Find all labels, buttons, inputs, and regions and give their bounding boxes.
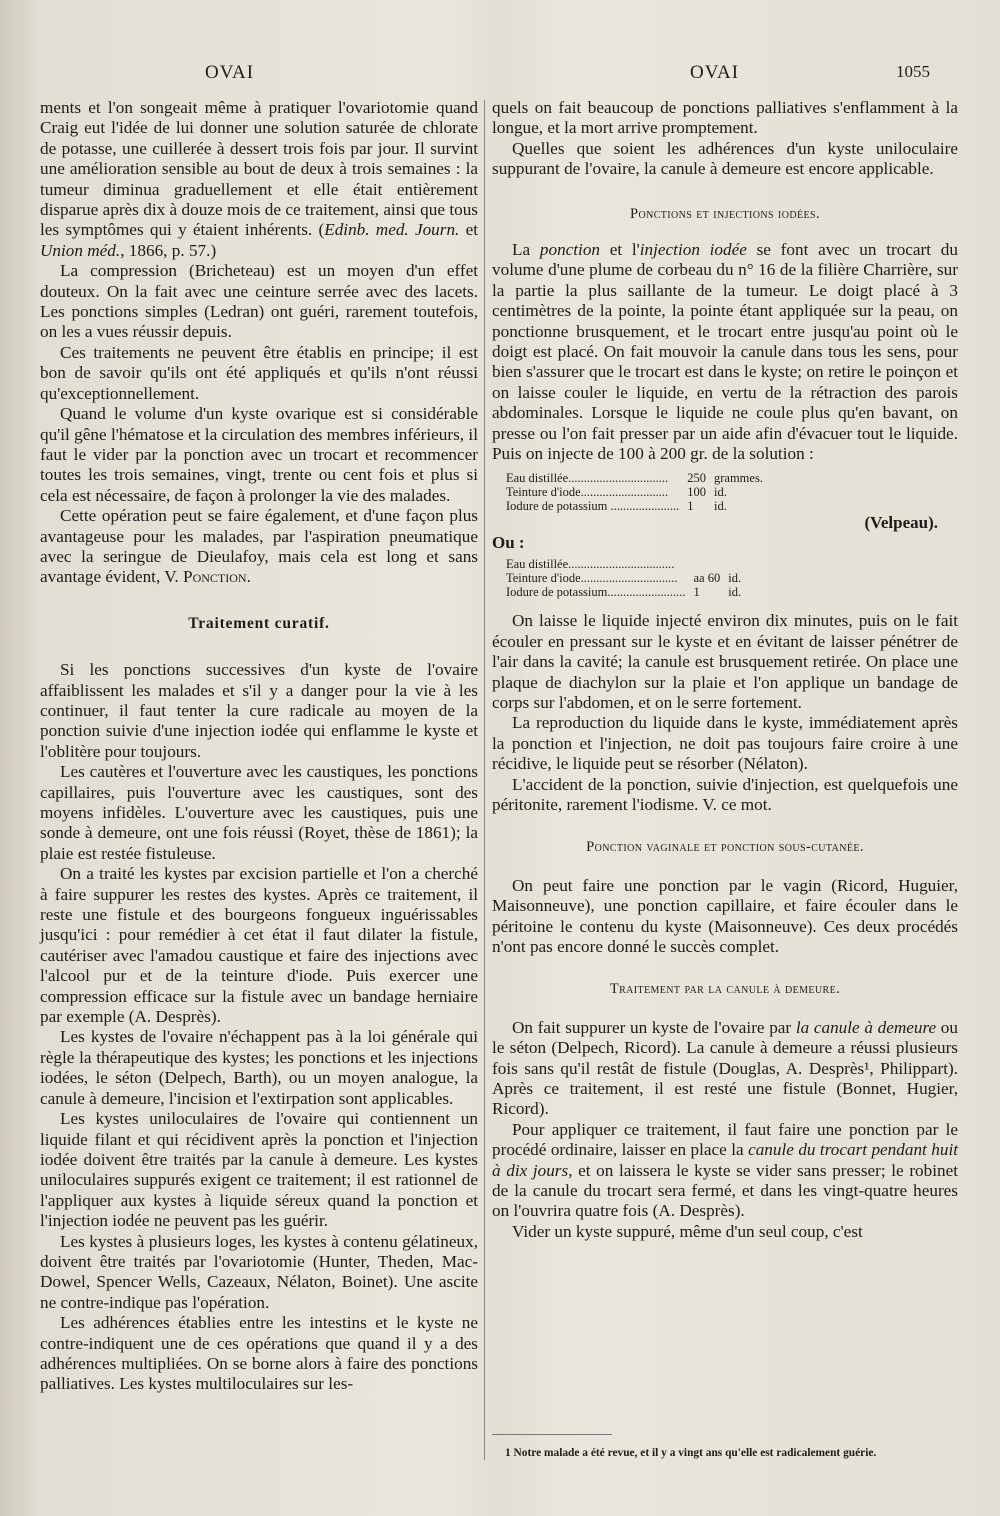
paragraph: Les kystes à plusieurs loges, les kystes à contenu gélatineux, doivent être traités par l'ovariotomie (Hunter, Theden, Mac-Dowel, Spencer Wells, Cazeaux, Nélaton, Boinet). Une ascite ne contre-indique pas l'opération. <box>40 1231 478 1312</box>
recipe-row: Iodure de potassium......................... 1 id. <box>506 585 742 600</box>
paragraph: quels on fait beaucoup de ponctions palliatives s'enflamment à la longue, et la mort arrive promptement. <box>492 98 958 138</box>
paragraph: La ponction et l'injection iodée se font avec un trocart du volume d'une plume de corbeau du n° 16 de la filière Charrière, sur la partie la plus saillante de la tumeur. Le doigt placé à 3 centimètres de la pointe, la pointe étant appliquée sur la peau, on ponctionne brusquement, et le trocart entre jusqu'au point où le doigt est placé. On fait mouvoir la canule dans tous les sens, pour bien s'assurer que le trocart est dans le kyste; on retire le poinçon et on laisse couler le liquide, en vertu de la rétraction des parois abdominales. Lorsque le liquide ne coule plus qu'en bavant, on presse ou l'on fait presser par un aide afin d'évacuer tout le liquide. Puis on injecte de 100 à 200 gr. de la solution : <box>492 240 958 464</box>
recipe-table-1 <box>502 471 767 513</box>
paragraph: On laisse le liquide injecté environ dix minutes, puis on le fait écouler en pressant sur le kyste et en évitant de laisser pénétrer de l'air dans la cavité; la canule est brusquement retirée. On place une plaque de diachylon sur la plaie et l'on applique un bandage de corps sur l'abdomen, et on le serre fortement. <box>492 611 958 712</box>
paragraph: Si les ponctions successives d'un kyste de l'ovaire affaiblissent les malades et s'il y a danger pour la vie à les continuer, il faut tenter la cure radicale au moyen de la ponction suivie d'une injection iodée qui enflamme le kyste et l'oblitère pour toujours. <box>40 660 478 761</box>
recipe-row: Eau distillée................................ 250 grammes. <box>506 470 763 485</box>
paragraph: Vider un kyste suppuré, même d'un seul coup, c'est <box>512 1221 863 1241</box>
paragraph: Cette opération peut se faire également, et d'une façon plus avantageuse pour les malades, par l'aspiration pneumatique avec la seringue de Dieulafoy, mais cela est long et sans avantage évident, V. Ponction. <box>40 506 478 587</box>
recipe-row: Eau distillée.................................. <box>506 557 675 572</box>
section-heading-canule-a-demeure: Traitement par la canule à demeure. <box>609 981 841 998</box>
paragraph: Pour appliquer ce traitement, il faut faire une ponction par le procédé ordinaire, laisser en place la canule du trocart pendant huit à dix jours, et on laissera le kyste se vider sans presser; le robinet de la canule du trocart sera fermé, et dans les vingt-quatre heures on l'ouvrira quatre fois (A. Desprès). <box>492 1119 959 1221</box>
left-column <box>40 98 478 1395</box>
footnote-rule <box>492 1434 612 1435</box>
paragraph: Les kystes de l'ovaire n'échappent pas à la loi générale qui règle la thérapeutique des kystes; les ponctions et les injections iodées, le séton (Delpech, Barth), ou un moyen analogue, la canule à demeure, l'incision et l'extirpation sont applicables. <box>40 1027 478 1108</box>
page-number: 1055 <box>896 62 930 81</box>
paragraph: ments et l'on songeait même à pratiquer l'ovariotomie quand Craig eut l'idée de lui donner une solution saturée de chlorate de potasse, une cuillerée à dessert trois fois par jour. Il survint une amélioration sensible au bout de deux à trois semaines : la tumeur diminua graduellement et elle était entièrement disparue après dix à douze mois de ce traitement, ainsi que tous les symptômes qui y étaient inhérents. (Edinb. med. Journ. et Union méd., 1866, p. 57.) <box>40 98 478 260</box>
right-column <box>492 98 958 1242</box>
paragraph: Quelles que soient les adhérences d'un kyste uniloculaire suppurant de l'ovaire, la canule à demeure est encore applicable. <box>492 138 958 179</box>
paragraph: Les kystes uniloculaires de l'ovaire qui contiennent un liquide filant et qui récidivent après la ponction et l'injection iodée doivent être traités par la canule à demeure. Les kystes uniloculaires suppurés exigent ce traitement; il est rationnel de l'appliquer aux kystes à liquide séreux quand la ponction et l'injection iodée ne peuvent pas les guérir. <box>40 1109 478 1231</box>
right-running-header: OVAI <box>690 62 740 83</box>
recipe-table-2 <box>502 557 745 599</box>
recipe-row: Teinture d'iode............................... aa 60 id. <box>506 571 742 586</box>
paragraph: Les cautères et l'ouverture avec les caustiques, les ponctions capillaires, puis l'ouverture avec les caustiques, sont des moyens infidèles. L'ouverture avec les caustiques, puis une sonde à demeure, ont une fois réussi (Royet, thèse de 1861); la plaie est restée fistuleuse. <box>40 762 478 863</box>
left-running-header: OVAI <box>205 62 255 83</box>
paragraph: Quand le volume d'un kyste ovarique est si considérable qu'il gêne l'hématose et la circulation des membres inférieurs, il faut le vider par la ponction avec un trocart et recommencer toutes les trois semaines, vingt, trente ou cent fois et plus si cela est nécessaire, de façon à prolonger la vie des malades. <box>40 404 478 505</box>
paragraph: La reproduction du liquide dans le kyste, immédiatement après la ponction et l'injection, ne doit pas toujours faire croire à une récidive, le liquide peut se résorber (Nélaton). <box>492 713 958 774</box>
paragraph: La compression (Bricheteau) est un moyen d'un effet douteux. On la fait avec une ceinture serrée avec des lacets. Les ponctions simples (Ledran) ont guéri, rarement toutefois, on les a vues réussir depuis. <box>40 261 478 342</box>
column-divider <box>484 100 485 1460</box>
paragraph: Les adhérences établies entre les intestins et le kyste ne contre-indiquent une de ces opérations que quand il y a des adhérences multipliées. On se borne alors à faire des ponctions palliatives. Les kystes multiloculaires sur les- <box>40 1313 478 1394</box>
paragraph: On peut faire une ponction par le vagin (Ricord, Huguier, Maisonneuve), une ponction capillaire, et faire écouler dans le péritoine le contenu du kyste (Maisonneuve). Ces deux procédés n'ont pas encore donné le succès complet. <box>492 875 958 956</box>
paragraph: L'accident de la ponction, suivie d'injection, est quelquefois une péritonite, rarement l'iodisme. V. ce mot. <box>492 774 958 814</box>
recipe-row: Teinture d'iode............................ 100 id. <box>506 484 727 499</box>
paragraph: On fait suppurer un kyste de l'ovaire par la canule à demeure ou le séton (Delpech, Ricord). La canule à demeure a réussi plusieurs fois sans qu'il restât de fistule (Douglas, A. Desprès¹, Philippart). Après ce traitement, il est resté une fistule (Bonnet, Hugier, Ricord). <box>492 1017 958 1119</box>
paragraph: Ces traitements ne peuvent être établis en principe; il est bon de savoir qu'ils ont été appliqués et qu'ils n'ont réussi qu'exceptionnellement. <box>40 342 478 403</box>
section-heading-ponction-vaginale: Ponction vaginale et ponction sous-cutanée. <box>586 839 864 856</box>
recipe-row: Iodure de potassium ...................... 1 id. <box>506 498 727 513</box>
paragraph: On a traité les kystes par excision partielle et l'on a cherché à faire suppurer les restes des kystes. Après ce traitement, il reste une fistule et des bourgeons fongueux inguérissables jusqu'ici : pour remédier à cet état il faut dilater la fistule, cautériser avec l'amadou caustique et faire des injections avec l'alcool pur et de la teinture d'iode. Puis exercer une compression efficace sur la fistule avec un bandage herniaire par exemple (A. Desprès). <box>40 864 478 1027</box>
alternative-label: Ou : <box>492 532 525 552</box>
section-heading-ponctions-iodees: Ponctions et injections iodées. <box>630 205 820 222</box>
recipe-author: (Velpeau). <box>864 512 938 532</box>
footnote: 1 Notre malade a été revue, et il y a vingt ans qu'elle est radicalement guérie. <box>505 1447 877 1459</box>
section-heading-traitement-curatif: Traitement curatif. <box>188 614 330 632</box>
